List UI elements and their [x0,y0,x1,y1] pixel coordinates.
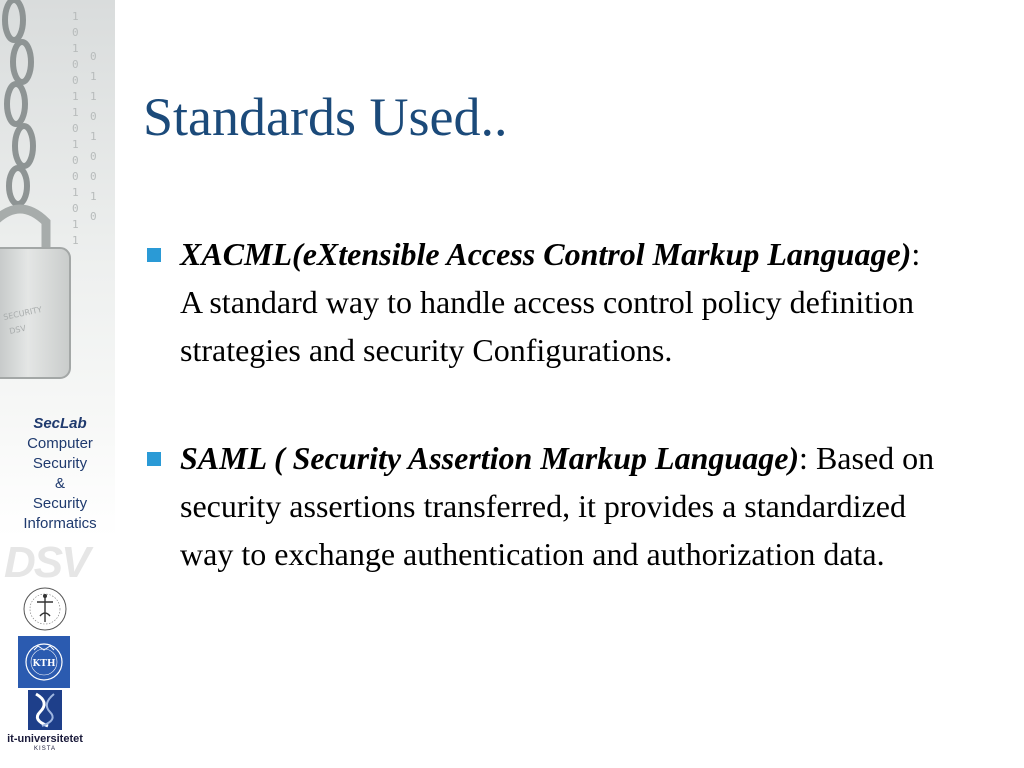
svg-text:DSV: DSV [8,323,27,336]
svg-text:0: 0 [72,170,79,183]
svg-text:1: 1 [72,90,79,103]
svg-text:0: 0 [72,202,79,215]
svg-text:1: 1 [72,42,79,55]
svg-text:1: 1 [72,10,79,23]
seclab-label [0,414,115,534]
svg-text:SECURITY: SECURITY [2,304,43,322]
svg-text:1: 1 [90,90,97,103]
svg-text:0: 0 [72,58,79,71]
padlock-chain-background-icon [0,0,115,400]
seclab-line: Security [32,455,88,472]
svg-text:0: 0 [90,170,97,183]
kth-logo-text: KTH [32,659,56,669]
svg-text:1: 1 [90,190,97,203]
bullet-term: XACML(eXtensible Access Control Markup Language) [180,236,912,272]
bullet-term: SAML ( Security Assertion Markup Language) [180,440,800,476]
seclab-line: Security [32,495,88,512]
dsv-watermark: DSV [4,538,89,587]
square-bullet-icon [147,248,161,262]
sidebar [0,0,115,768]
bullet-description: Based on security assertions transferred, it provides a standardized way to exchange authentication and authorization data. [180,440,935,572]
stockholm-university-seal-icon [20,586,70,632]
bullet-description: A standard way to handle access control policy definition strategies and security Configurations. [180,284,915,368]
square-bullet-icon [147,452,161,466]
it-university-logo-icon [28,690,62,730]
svg-text:0: 0 [90,50,97,63]
kth-logo-icon [18,636,70,688]
svg-text:1: 1 [90,70,97,83]
seclab-line: & [54,475,65,492]
svg-text:1: 1 [72,106,79,119]
svg-text:0: 0 [90,150,97,163]
svg-text:0: 0 [90,110,97,123]
bullet-item [146,434,946,578]
svg-text:1: 1 [72,234,79,247]
seclab-line: Informatics [23,515,97,532]
bullet-item [146,230,946,374]
seclab-line: Computer [27,435,93,452]
svg-text:0: 0 [72,26,79,39]
svg-text:0: 0 [90,210,97,223]
bullet-separator: : [911,236,921,272]
bullet-separator: : [799,440,808,476]
itu-name: it-universitetet [7,733,83,745]
svg-text:1: 1 [72,218,79,231]
seclab-title: SecLab [33,415,87,432]
svg-text:1: 1 [90,130,97,143]
svg-text:1: 1 [72,138,79,151]
svg-text:0: 0 [72,122,79,135]
itu-location: KISTA [34,746,56,752]
svg-text:0: 0 [72,74,79,87]
svg-text:0: 0 [72,154,79,167]
slide-title: Standards Used.. [143,87,508,147]
svg-text:1: 1 [72,186,79,199]
bullet-list [146,230,946,578]
